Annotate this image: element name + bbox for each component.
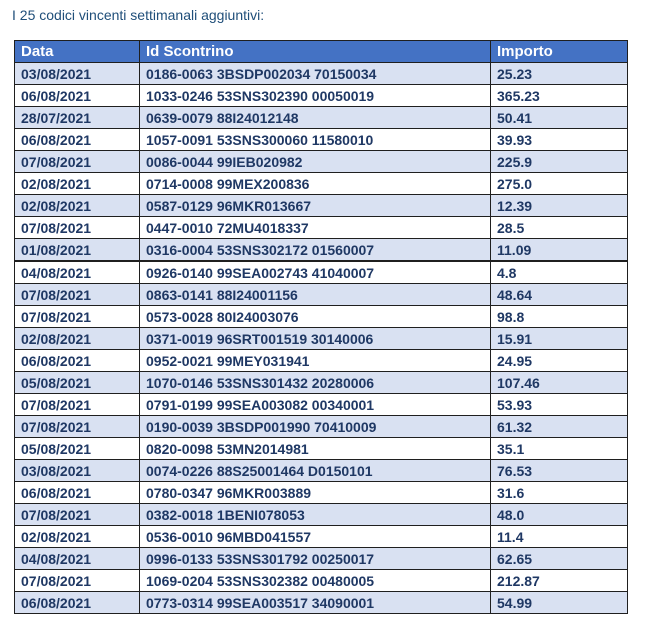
table-header-row: [15, 41, 628, 63]
cell-amount: 15.91: [491, 328, 628, 350]
header-amount: Importo: [491, 41, 628, 63]
cell-date: 07/08/2021: [15, 570, 140, 592]
cell-amount: 48.0: [491, 504, 628, 526]
cell-receipt-id: 0780-0347 96MKR003889: [140, 482, 491, 504]
cell-date: 07/08/2021: [15, 284, 140, 306]
table-row: [15, 217, 628, 239]
table-row: [15, 151, 628, 173]
table-row: [15, 328, 628, 350]
header-date: Data: [15, 41, 140, 63]
cell-receipt-id: 0996-0133 53SNS301792 00250017: [140, 548, 491, 570]
table-row: [15, 570, 628, 592]
cell-date: 06/08/2021: [15, 129, 140, 151]
winning-codes-table: [14, 40, 628, 614]
cell-amount: 24.95: [491, 350, 628, 372]
cell-date: 05/08/2021: [15, 372, 140, 394]
cell-receipt-id: 0573-0028 80I24003076: [140, 306, 491, 328]
table-row: [15, 526, 628, 548]
cell-date: 05/08/2021: [15, 438, 140, 460]
cell-date: 04/08/2021: [15, 261, 140, 284]
cell-amount: 35.1: [491, 438, 628, 460]
cell-receipt-id: 0382-0018 1BENI078053: [140, 504, 491, 526]
cell-receipt-id: 1070-0146 53SNS301432 20280006: [140, 372, 491, 394]
cell-amount: 61.32: [491, 416, 628, 438]
cell-receipt-id: 0074-0226 88S25001464 D0150101: [140, 460, 491, 482]
cell-amount: 11.4: [491, 526, 628, 548]
cell-date: 01/08/2021: [15, 239, 140, 262]
cell-receipt-id: 0587-0129 96MKR013667: [140, 195, 491, 217]
table-row: [15, 460, 628, 482]
table-row: [15, 482, 628, 504]
cell-amount: 28.5: [491, 217, 628, 239]
cell-receipt-id: 0316-0004 53SNS302172 01560007: [140, 239, 491, 262]
cell-receipt-id: 0536-0010 96MBD041557: [140, 526, 491, 548]
cell-receipt-id: 0820-0098 53MN2014981: [140, 438, 491, 460]
table-row: [15, 592, 628, 614]
cell-amount: 31.6: [491, 482, 628, 504]
table-row: [15, 350, 628, 372]
cell-amount: 225.9: [491, 151, 628, 173]
cell-date: 03/08/2021: [15, 63, 140, 85]
cell-receipt-id: 0952-0021 99MEY031941: [140, 350, 491, 372]
table-row: [15, 438, 628, 460]
cell-amount: 76.53: [491, 460, 628, 482]
cell-receipt-id: 0714-0008 99MEX200836: [140, 173, 491, 195]
cell-amount: 11.09: [491, 239, 628, 262]
cell-amount: 50.41: [491, 107, 628, 129]
cell-date: 06/08/2021: [15, 85, 140, 107]
cell-date: 06/08/2021: [15, 592, 140, 614]
cell-date: 04/08/2021: [15, 548, 140, 570]
table-row: [15, 63, 628, 85]
cell-receipt-id: 1069-0204 53SNS302382 00480005: [140, 570, 491, 592]
cell-amount: 365.23: [491, 85, 628, 107]
cell-date: 07/08/2021: [15, 394, 140, 416]
cell-date: 03/08/2021: [15, 460, 140, 482]
cell-date: 06/08/2021: [15, 350, 140, 372]
header-receipt-id: Id Scontrino: [140, 41, 491, 63]
cell-date: 02/08/2021: [15, 328, 140, 350]
cell-amount: 48.64: [491, 284, 628, 306]
cell-receipt-id: 0447-0010 72MU4018337: [140, 217, 491, 239]
cell-receipt-id: 0863-0141 88I24001156: [140, 284, 491, 306]
table-row: [15, 261, 628, 284]
cell-receipt-id: 0926-0140 99SEA002743 41040007: [140, 261, 491, 284]
cell-amount: 39.93: [491, 129, 628, 151]
table-row: [15, 416, 628, 438]
cell-amount: 12.39: [491, 195, 628, 217]
table-row: [15, 239, 628, 262]
table-row: [15, 173, 628, 195]
cell-receipt-id: 1033-0246 53SNS302390 00050019: [140, 85, 491, 107]
cell-receipt-id: 0791-0199 99SEA003082 00340001: [140, 394, 491, 416]
table-row: [15, 107, 628, 129]
cell-amount: 53.93: [491, 394, 628, 416]
cell-amount: 4.8: [491, 261, 628, 284]
table-row: [15, 372, 628, 394]
table-row: [15, 548, 628, 570]
table-row: [15, 306, 628, 328]
cell-date: 06/08/2021: [15, 482, 140, 504]
cell-date: 02/08/2021: [15, 173, 140, 195]
cell-amount: 98.8: [491, 306, 628, 328]
table-row: [15, 394, 628, 416]
cell-amount: 62.65: [491, 548, 628, 570]
cell-date: 07/08/2021: [15, 416, 140, 438]
cell-amount: 54.99: [491, 592, 628, 614]
table-row: [15, 129, 628, 151]
table-row: [15, 85, 628, 107]
cell-amount: 212.87: [491, 570, 628, 592]
cell-date: 07/08/2021: [15, 151, 140, 173]
cell-amount: 107.46: [491, 372, 628, 394]
table-row: [15, 504, 628, 526]
table-row: [15, 284, 628, 306]
cell-date: 02/08/2021: [15, 195, 140, 217]
table-caption: I 25 codici vincenti settimanali aggiuntivi:: [12, 7, 265, 23]
cell-receipt-id: 0639-0079 88I24012148: [140, 107, 491, 129]
cell-receipt-id: 0186-0063 3BSDP002034 70150034: [140, 63, 491, 85]
cell-receipt-id: 0773-0314 99SEA003517 34090001: [140, 592, 491, 614]
cell-date: 07/08/2021: [15, 306, 140, 328]
cell-amount: 25.23: [491, 63, 628, 85]
cell-amount: 275.0: [491, 173, 628, 195]
cell-receipt-id: 1057-0091 53SNS300060 11580010: [140, 129, 491, 151]
cell-date: 07/08/2021: [15, 504, 140, 526]
cell-receipt-id: 0086-0044 99IEB020982: [140, 151, 491, 173]
cell-date: 28/07/2021: [15, 107, 140, 129]
cell-date: 02/08/2021: [15, 526, 140, 548]
cell-receipt-id: 0371-0019 96SRT001519 30140006: [140, 328, 491, 350]
table-row: [15, 195, 628, 217]
cell-date: 07/08/2021: [15, 217, 140, 239]
cell-receipt-id: 0190-0039 3BSDP001990 70410009: [140, 416, 491, 438]
